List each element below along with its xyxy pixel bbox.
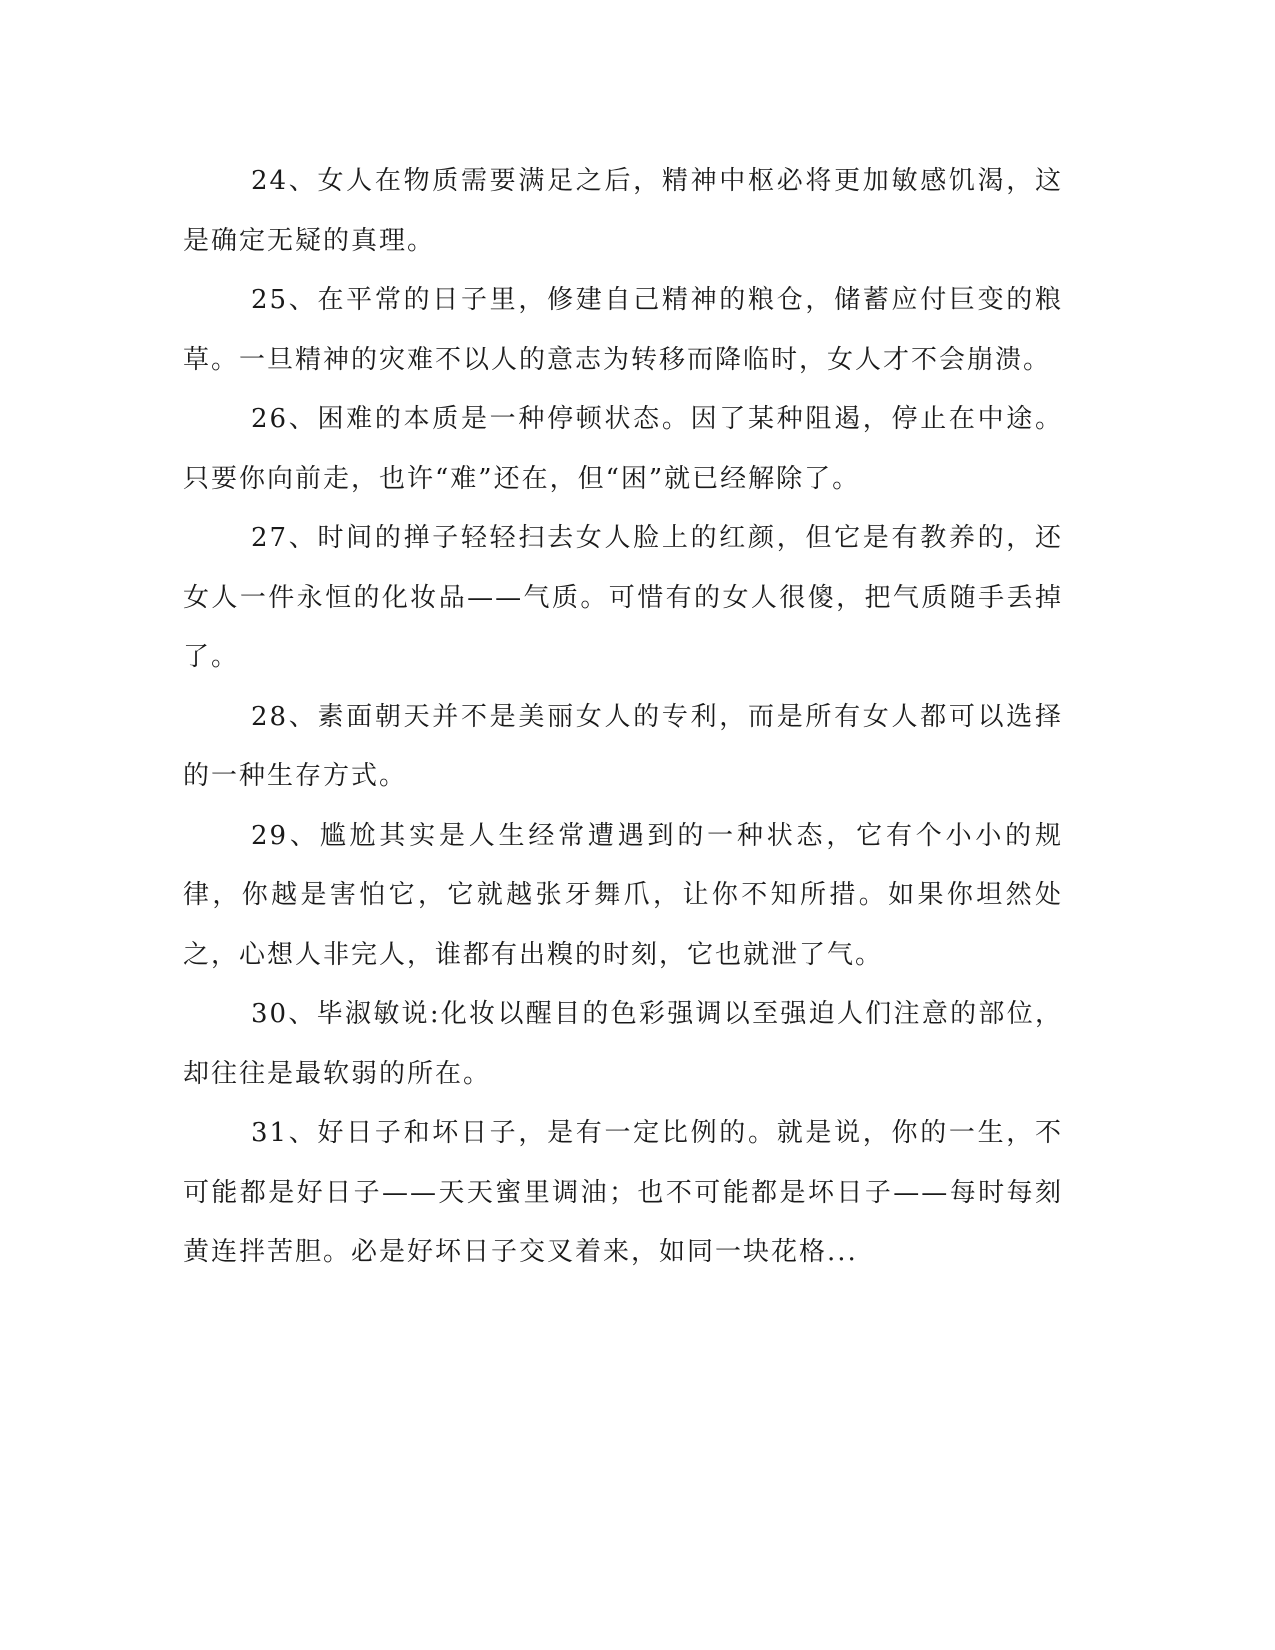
paragraph-26: 26、困难的本质是一种停顿状态。因了某种阻遏，停止在中途。只要你向前走，也许“难”还在，但“困”就已经解除了。 [183, 404, 1063, 494]
paragraph-24: 24、女人在物质需要满足之后，精神中枢必将更加敏感饥渴，这是确定无疑的真理。 [183, 166, 1063, 256]
paragraph-28: 28、素面朝天并不是美丽女人的专利，而是所有女人都可以选择的一种生存方式。 [183, 701, 1063, 791]
paragraph-25: 25、在平常的日子里，修建自己精神的粮仓，储蓄应付巨变的粮草。一旦精神的灾难不以人的意志为转移而降临时，女人才不会崩溃。 [183, 285, 1063, 375]
paragraph-30: 30、毕淑敏说:化妆以醒目的色彩强调以至强迫人们注意的部位，却往往是最软弱的所在。 [183, 999, 1063, 1089]
document-body [183, 152, 1063, 1283]
paragraph-27: 27、时间的掸子轻轻扫去女人脸上的红颜，但它是有教养的，还女人一件永恒的化妆品——气质。可惜有的女人很傻，把气质随手丢掉了。 [183, 523, 1063, 672]
paragraph-31: 31、好日子和坏日子，是有一定比例的。就是说，你的一生，不可能都是好日子——天天蜜里调油；也不可能都是坏日子——每时每刻黄连拌苦胆。必是好坏日子交叉着来，如同一块花格... [183, 1118, 1063, 1267]
paragraph-29: 29、尴尬其实是人生经常遭遇到的一种状态，它有个小小的规律，你越是害怕它，它就越张牙舞爪，让你不知所措。如果你坦然处之，心想人非完人，谁都有出糗的时刻，它也就泄了气。 [183, 820, 1063, 970]
